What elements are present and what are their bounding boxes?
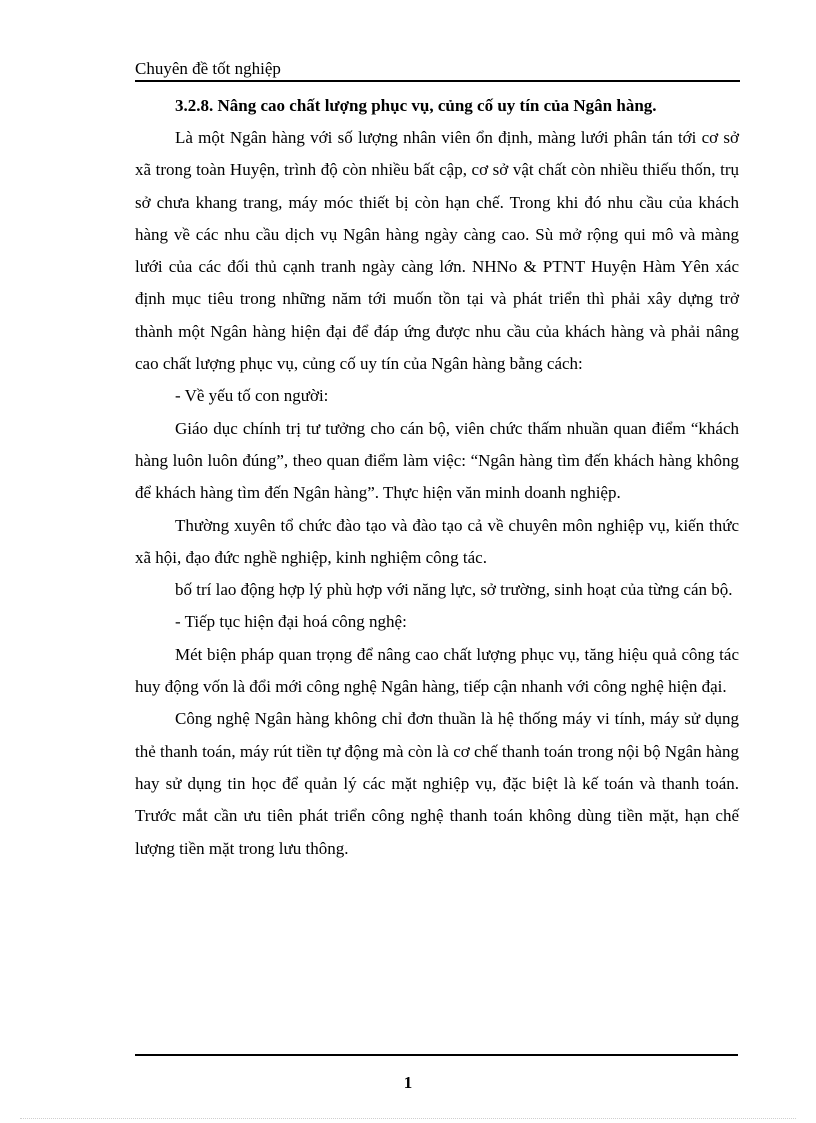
paragraph-political-education: Giáo dục chính trị tư tưởng cho cán bộ, viên chức thấm nhuần quan điểm “khách hàng luôn luôn đúng”, theo quan điểm làm việc: “Ngân hàng tìm đến khách hàng không để khách hàng tìm đến Ngân hàng”. Thực hiện văn minh doanh nghiệp. [135,418,739,503]
paragraph-modernization-title: - Tiếp tục hiện đại hoá công nghệ: [175,612,407,632]
paragraph-human-factor-title: - Về yếu tố con người: [175,386,329,406]
footer-rule [135,1054,738,1056]
paragraph-intro: Là một Ngân hàng với số lượng nhân viên ổn định, màng lưới phân tán tới cơ sở xã trong toàn Huyện, trình độ còn nhiều bất cập, cơ sở vật chất còn nhiều thiếu thốn, trụ sở chưa khang trang, máy móc thiết bị còn hạn chế. Trong khi đó nhu cầu của khách hàng về các nhu cầu dịch vụ Ngân hàng ngày càng cao. Sù mở rộng qui mô và màng lưới của các đối thủ cạnh tranh ngày càng lớn. NHNo & PTNT Huyện Hàm Yên xác định mục tiêu trong những năm tới muốn tồn tại và phát triển thì phải xây dựng trở thành một Ngân hàng hiện đại để đáp ứng được nhu cầu của khách hàng và phải nâng cao chất lượng phục vụ, củng cố uy tín của Ngân hàng bằng cách: [135,128,739,374]
page-edge-divider [20,1118,796,1119]
running-header: Chuyên đề tốt nghiệp [135,59,281,78]
page-number: 1 [403,1073,413,1092]
document-body [135,92,739,865]
paragraph-technology-measure: Mét biện pháp quan trọng để nâng cao chất lượng phục vụ, tăng hiệu quả công tác huy động vốn là đổi mới công nghệ Ngân hàng, tiếp cận nhanh với công nghệ hiện đại. [135,644,739,697]
paragraph-banking-technology: Công nghệ Ngân hàng không chỉ đơn thuần là hệ thống máy vi tính, máy sử dụng thẻ thanh toán, máy rút tiền tự động mà còn là cơ chế thanh toán trong nội bộ Ngân hàng hay sử dụng tin học để quản lý các mặt nghiệp vụ, đặc biệt là kế toán và thanh toán. Trước mắt cần ưu tiên phát triển công nghệ thanh toán không dùng tiền mặt, hạn chế lượng tiền mặt trong lưu thông. [135,709,739,858]
paragraph-training: Thường xuyên tổ chức đào tạo và đào tạo cả về chuyên môn nghiệp vụ, kiến thức xã hội, đạo đức nghề nghiệp, kinh nghiệm công tác. [135,515,739,567]
header-rule [135,80,740,82]
section-heading: 3.2.8. Nâng cao chất lượng phục vụ, củng cố uy tín của Ngân hàng. [175,96,657,115]
paragraph-staff-allocation: bố trí lao động hợp lý phù hợp với năng lực, sở trường, sinh hoạt của từng cán bộ. [175,580,733,600]
